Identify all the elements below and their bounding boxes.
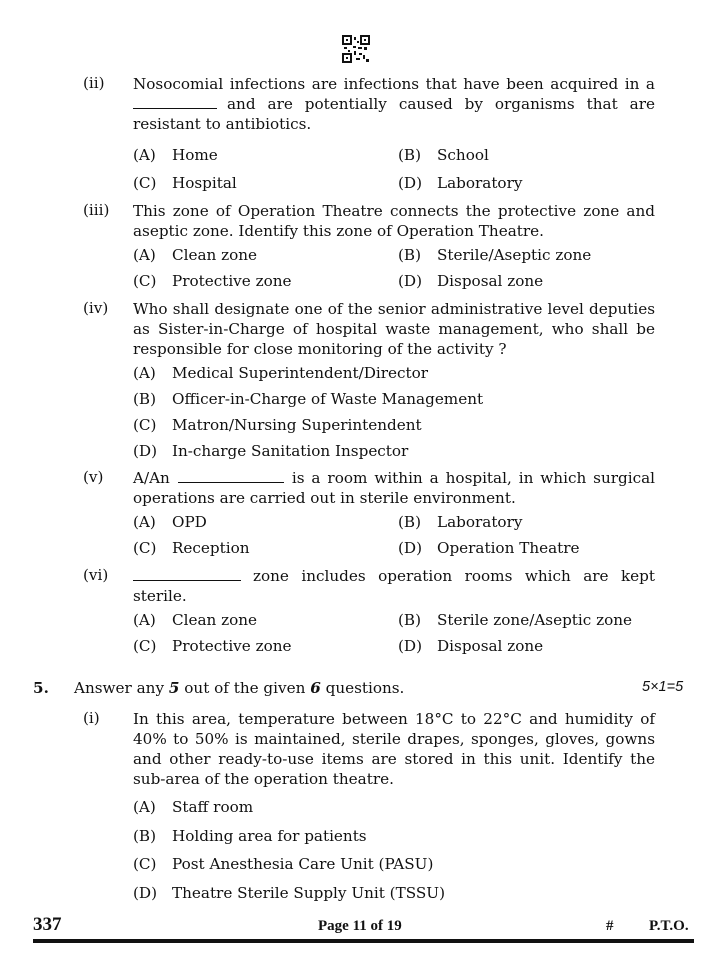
option[interactable]: (C) Post Anesthesia Care Unit (PASU) [133,855,434,873]
option[interactable]: (C) Matron/Nursing Superintendent [133,416,422,434]
question-number: (ii) [83,74,105,92]
option[interactable]: (C) Protective zone [133,637,292,655]
answer-blank [133,94,217,109]
option[interactable]: (B) School [398,146,489,164]
question-text: zone includes operation rooms which are kept sterile. [133,567,655,605]
page-number: Page 11 of 19 [318,918,402,934]
option[interactable]: (D) Disposal zone [398,637,544,655]
option[interactable]: (D) Operation Theatre [398,539,580,557]
question-number: (iv) [83,299,109,317]
answer-blank [178,468,284,483]
question-text: Nosocomial infections are infections that have been acquired in a and are potentially caused by organisms that are resistant to antibiotics. [133,75,655,133]
question-text: Who shall designate one of the senior administrative level deputies as Sister-in-Charge of hospital waste management, who shall be responsible for close monitoring of the activity ? [133,300,655,358]
section-number: 5. [33,679,49,697]
marks-label: 5×1=5 [642,679,684,695]
question-number: (i) [83,709,100,727]
option[interactable]: (D) In-charge Sanitation Inspector [133,442,409,460]
option[interactable]: (B) Laboratory [398,513,523,531]
paper-code: 337 [33,914,62,935]
question-number: (iii) [83,201,110,219]
question-text: A/An is a room within a hospital, in which surgical operations are carried out in sterile environment. [133,469,655,507]
option[interactable]: (A) Clean zone [133,611,258,629]
option[interactable]: (C) Reception [133,539,250,557]
option[interactable]: (C) Hospital [133,174,237,192]
question-number: (v) [83,468,104,486]
question-text: In this area, temperature between 18°C to 22°C and humidity of 40% to 50% is maintained, sterile drapes, sponges, gloves, gowns and other ready-to-use items are stored in this unit. Identify the sub-area of the operation theatre. [133,710,655,788]
question-number: (vi) [83,566,109,584]
option[interactable]: (B) Sterile/Aseptic zone [398,246,592,264]
option[interactable]: (B) Sterile zone/Aseptic zone [398,611,632,629]
option[interactable]: (A) Home [133,146,218,164]
option[interactable]: (D) Disposal zone [398,272,544,290]
pto-label: P.T.O. [649,918,689,934]
qr-code-icon [342,35,370,63]
option[interactable]: (A) Clean zone [133,246,258,264]
option[interactable]: (A) Staff room [133,798,254,816]
option[interactable]: (B) Holding area for patients [133,827,367,845]
section-instruction: Answer any 5 out of the given 6 questions. [74,679,405,697]
hash-mark: # [606,918,614,934]
option[interactable]: (D) Laboratory [398,174,523,192]
answer-blank [133,566,241,581]
option[interactable]: (C) Protective zone [133,272,292,290]
option[interactable]: (A) OPD [133,513,207,531]
option[interactable]: (A) Medical Superintendent/Director [133,364,429,382]
option[interactable]: (D) Theatre Sterile Supply Unit (TSSU) [133,884,446,902]
footer-rule [33,939,694,943]
question-text: This zone of Operation Theatre connects the protective zone and aseptic zone. Identify this zone of Operation Theatre. [133,202,655,240]
option[interactable]: (B) Officer-in-Charge of Waste Management [133,390,484,408]
